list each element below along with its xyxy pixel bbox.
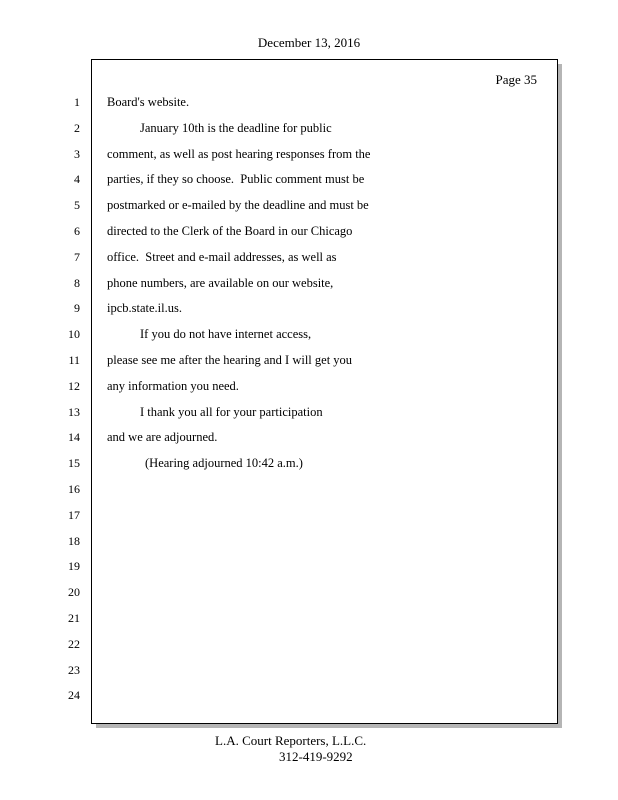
line-number: 12 [68, 378, 80, 393]
transcript-line [107, 660, 547, 686]
footer-company: L.A. Court Reporters, L.L.C. [215, 733, 367, 748]
line-number: 4 [74, 172, 80, 187]
line-number: 6 [74, 223, 80, 238]
line-number: 1 [74, 95, 80, 109]
header-date: December 13, 2016 [257, 35, 361, 50]
transcript-line [107, 556, 547, 582]
line-number-column [50, 92, 80, 711]
line-number: 3 [74, 146, 80, 161]
transcript-line [107, 531, 547, 557]
line-number: 14 [68, 430, 80, 445]
page-number: Page 35 [495, 72, 537, 87]
transcript-line: phone numbers, are available on our website, [107, 275, 334, 290]
transcript-line: postmarked or e-mailed by the deadline and must be [107, 198, 369, 213]
transcript-line [107, 608, 547, 634]
transcript-line [107, 634, 547, 660]
line-number: 2 [74, 120, 80, 135]
line-number: 11 [68, 352, 80, 367]
line-number: 9 [74, 301, 80, 316]
line-number: 16 [68, 481, 80, 496]
line-number: 5 [74, 198, 80, 213]
transcript-line: If you do not have internet access, [140, 327, 312, 342]
line-number: 13 [68, 404, 80, 419]
transcript-line: please see me after the hearing and I will get you [107, 352, 353, 367]
transcript-line: any information you need. [107, 378, 239, 393]
line-number: 21 [68, 610, 80, 625]
transcript-text [107, 92, 547, 711]
line-number: 7 [74, 249, 80, 264]
line-number: 23 [68, 662, 80, 677]
line-number: 10 [68, 327, 80, 342]
transcript-line: (Hearing adjourned 10:42 a.m.) [145, 456, 303, 471]
line-number: 15 [68, 456, 80, 471]
transcript-line: I thank you all for your participation [140, 404, 323, 419]
transcript-line [107, 685, 547, 711]
line-number: 22 [68, 636, 80, 651]
transcript-line: parties, if they so choose. Public comment must be [107, 172, 365, 187]
line-number: 20 [68, 585, 80, 600]
transcript-line: comment, as well as post hearing responses from the [107, 146, 371, 161]
transcript-line: and we are adjourned. [107, 430, 218, 445]
transcript-line [107, 582, 547, 608]
line-number: 18 [68, 533, 80, 548]
line-number: 17 [68, 507, 80, 522]
transcript-line: Board's website. [107, 95, 190, 109]
line-number: 8 [74, 275, 80, 290]
transcript-line: office. Street and e-mail addresses, as well as [107, 249, 337, 264]
line-number: 19 [68, 559, 80, 574]
transcript-line: ipcb.state.il.us. [107, 301, 182, 316]
line-number: 24 [68, 688, 80, 703]
transcript-line: directed to the Clerk of the Board in our Chicago [107, 223, 353, 238]
transcript-line: January 10th is the deadline for public [140, 120, 332, 135]
footer-phone: 312-419-9292 [279, 749, 353, 764]
transcript-line [107, 505, 547, 531]
transcript-line [107, 479, 547, 505]
